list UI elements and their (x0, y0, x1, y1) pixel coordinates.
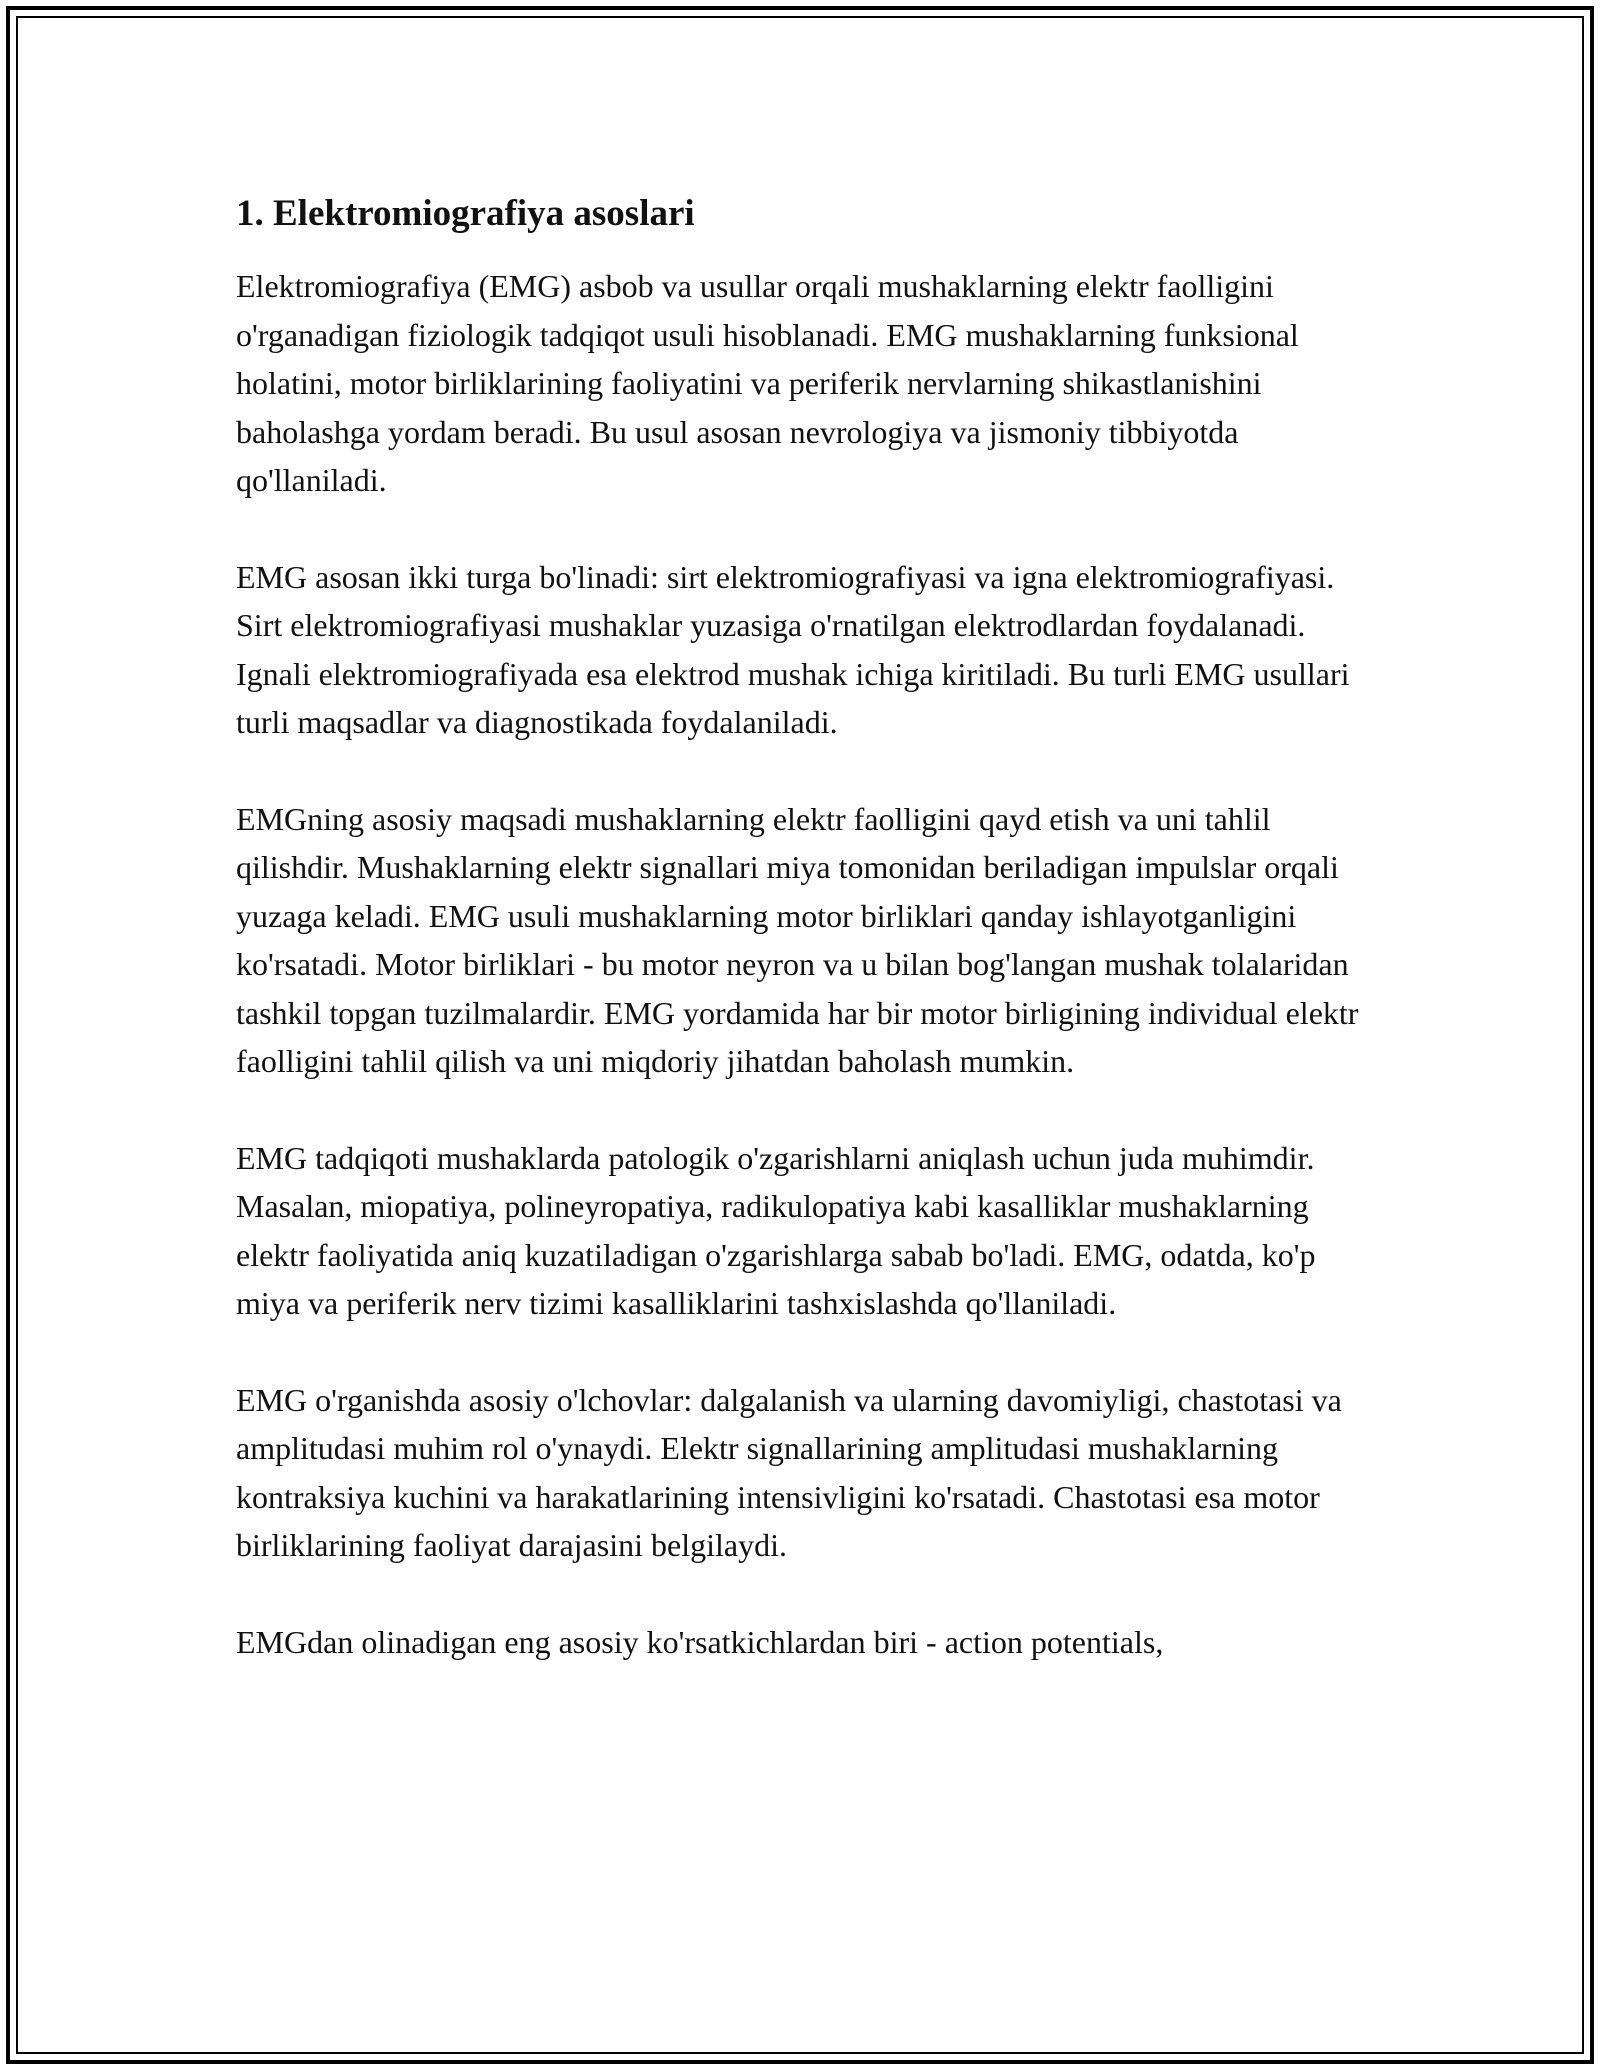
section-heading: 1. Elektromiografiya asoslari (236, 193, 695, 234)
paragraph-5: EMG o'rganishda asosiy o'lchovlar: dalgalanish va ularning davomiyligi, chastotasi va amplitudasi muhim rol o'ynaydi. Elektr signallarining amplitudasi mushaklarning kontraksiya kuchini va harakatlarining intensivligini ko'rsatadi. Chastotasi esa motor birliklarining faoliyat darajasini belgilaydi. (236, 1381, 1342, 1563)
paragraph-6: EMGdan olinadigan eng asosiy ko'rsatkichlardan biri - action potentials, (236, 1623, 1164, 1660)
document-body (236, 186, 1386, 1714)
paragraph-1: Elektromiografiya (EMG) asbob va usullar orqali mushaklarning elektr faolligini o'rganadigan fiziologik tadqiqot usuli hisoblanadi. EMG mushaklarning funksional holatini, motor birliklarining faoliyatini va periferik nervlarning shikastlanishini baholashga yordam beradi. Bu usul asosan nevrologiya va jismoniy tibbiyotda qo'llaniladi. (236, 268, 1299, 498)
paragraph-2: EMG asosan ikki turga bo'linadi: sirt elektromiografiyasi va igna elektromiografiyasi. Sirt elektromiografiyasi mushaklar yuzasiga o'rnatilgan elektrodlardan foydalanadi. Ignali elektromiografiyada esa elektrod mushak ichiga kiritiladi. Bu turli EMG usullari turli maqsadlar va diagnostikada foydalaniladi. (236, 558, 1350, 740)
paragraph-3: EMGning asosiy maqsadi mushaklarning elektr faolligini qayd etish va uni tahlil qilishdir. Mushaklarning elektr signallari miya tomonidan beriladigan impulslar orqali yuzaga keladi. EMG usuli mushaklarning motor birliklari qanday ishlayotganligini ko'rsatadi. Motor birliklari - bu motor neyron va u bilan bog'langan mushak tolalaridan tashkil topgan tuzilmalardir. EMG yordamida har bir motor birligining individual elektr faolligini tahlil qilish va uni miqdoriy jihatdan baholash mumkin. (236, 800, 1359, 1079)
paragraph-4: EMG tadqiqoti mushaklarda patologik o'zgarishlarni aniqlash uchun juda muhimdir. Masalan, miopatiya, polineyropatiya, radikulopatiya kabi kasalliklar mushaklarning elektr faoliyatida aniq kuzatiladigan o'zgarishlarga sabab bo'ladi. EMG, odatda, ko'p miya va periferik nerv tizimi kasalliklarini tashxislashda qo'llaniladi. (236, 1139, 1316, 1321)
